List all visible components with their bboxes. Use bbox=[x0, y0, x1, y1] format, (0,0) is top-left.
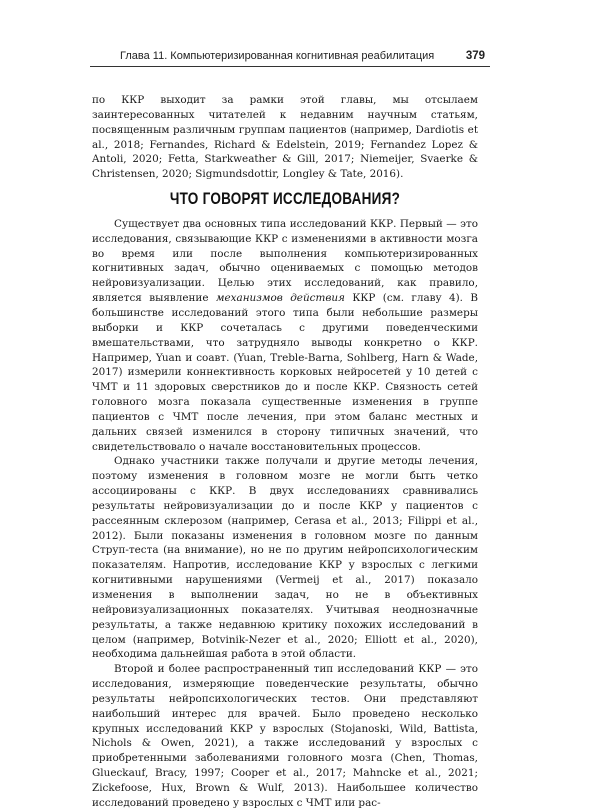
intro-paragraph: по ККР выходит за рамки этой главы, мы отсылаем заинтересованных читателей к недавним научным статьям, посвященным различным группам пациентов (например, Dardiotis et al., 2018; Fernandes, Richard & Edelstein, 2019; Fernandez Lopez & Antoli, 2020; Fetta, Starkweather & Gill, 2017; Niemeijer, Svaerke & Christensen, 2020; Sigmundsdottir, Longley & Tate, 2016). bbox=[92, 94, 478, 181]
running-head bbox=[92, 50, 485, 70]
body-text bbox=[92, 93, 478, 811]
paragraph-1-part-a: Существует два основных типа исследований ККР. Первый — это исследования, связывающие ККР с изменениями в активности мозга во время или после выполнения компьютеризированных когнитивных задач, обычно оцениваемых с помощью методов нейровизуализации. Целью этих исследований, как правило, является выявление bbox=[92, 217, 478, 305]
paragraph-1-italic-term: механизмов действия bbox=[215, 292, 345, 305]
page-number: 379 bbox=[465, 50, 485, 62]
paragraph-1-part-b: ККР (см. главу 4). В большинстве исследований этого типа были небольшие размеры выборки и ККР сочеталась с другими поведенческими вмешательствами, что затрудняло выводы конкретно о ККР. Например, Yuan и соавт. (Yuan, Treble-Barna, Sohlberg, Harn & Wade, 2017) измерили коннективность корковых нейросетей у 10 детей с ЧМТ и 11 здоровых сверстников до и после ККР. Связность сетей головного мозга показала существенные изменения в группе пациентов с ЧМТ после лечения, при этом баланс местных и дальних связей изменился в сторону типичных значений, что свидетельствовало о начале восстановительных процессов. bbox=[92, 292, 479, 453]
header-rule bbox=[90, 66, 490, 67]
section-heading: ЧТО ГОВОРЯТ ИССЛЕДОВАНИЯ? bbox=[169, 190, 401, 209]
paragraph-1 bbox=[92, 217, 478, 455]
paragraph-3: Второй и более распространенный тип исследований ККР — это исследования, измеряющие поведенческие результаты, обычно результаты нейропсихологических тестов. Они представляют наибольший интерес для врачей. Было проведено несколько крупных исследований ККР у взрослых (Stojanoski, Wild, Battista, Nichols & Owen, 2021), а также исследований у взрослых с приобретенными заболеваниями головного мозга (Chen, Thomas, Glueckauf, Bracy, 1997; Cooper et al., 2017; Mahncke et al., 2021; Zickefoose, Hux, Brown & Wulf, 2013). Наибольшее количество исследований проведено у взрослых с ЧМТ или рас- bbox=[92, 663, 478, 809]
paragraph-2: Однако участники также получали и другие методы лечения, поэтому изменения в головном мозге не могли быть четко ассоциированы с ККР. В двух исследованиях сравнивались результаты нейровизуализации до и после ККР у пациентов с рассеянным склерозом (например, Cerasa et al., 2013; Filippi et al., 2012). Были показаны изменения в головном мозге по данным Струп-теста (на внимание), но не по другим нейропсихологическим показателям. Напротив, исследование ККР у взрослых с легкими когнитивными нарушениями (Vermeij et al., 2017) показало изменения в выполнении задач, но не в объективных нейровизуализационных показателях. Учитывая неоднозначные результаты, а также недавнюю критику похожих исследований в целом (например, Botvinik-Nezer et al., 2020; Elliott et al., 2020), необходима дальнейшая работа в этой области. bbox=[92, 455, 478, 661]
chapter-title: Глава 11. Компьютеризированная когнитивная реабилитация bbox=[120, 50, 435, 62]
